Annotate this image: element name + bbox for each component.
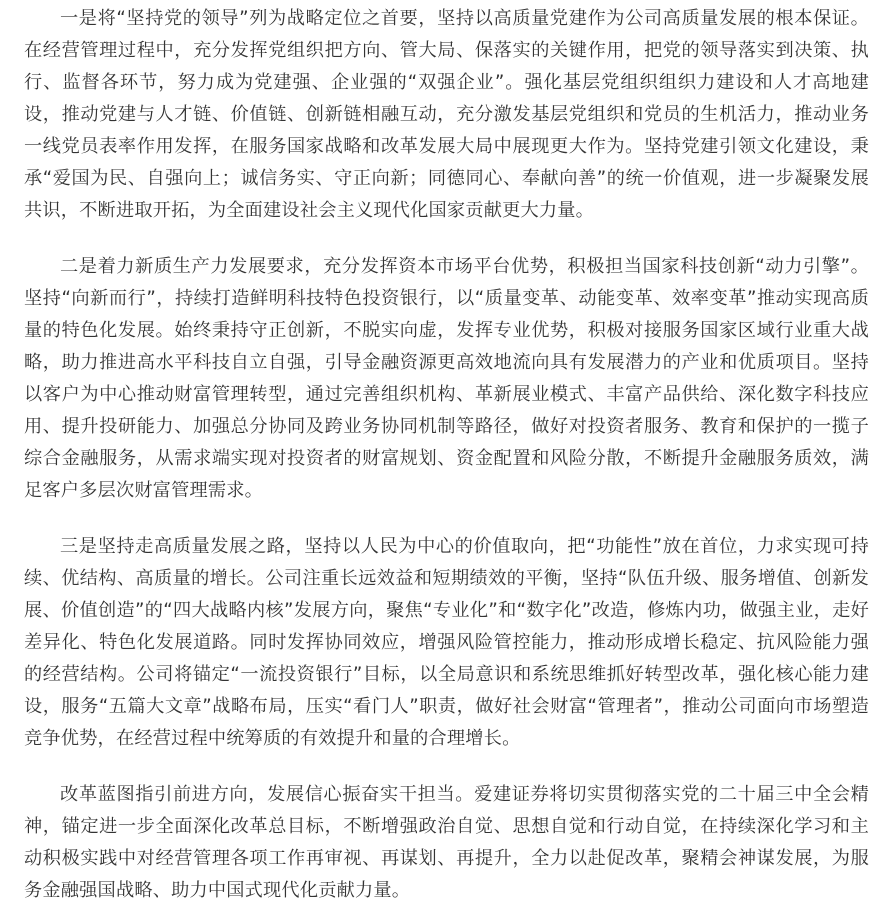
paragraph-party-leadership: 一是将“坚持党的领导”列为战略定位之首要，坚持以高质量党建作为公司高质量发展的根本保证。在经营管理过程中，充分发挥党组织把方向、管大局、保落实的关键作用，把党的领导落实到决策、执行、监督各环节，努力成为党建强、企业强的“双强企业”。强化基层党组织组织力建设和人才高地建设，推动党建与人才链、价值链、创新链相融互动，充分激发基层党组织和党员的生机活力，推动业务一线党员表率作用发挥，在服务国家战略和改革发展大局中展现更大作为。坚持党建引领文化建设，秉承“爱国为民、自强向上；诚信务实、守正向新；同德同心、奉献向善”的统一价值观，进一步凝聚发展共识，不断进取开拓，为全面建设社会主义现代化国家贡献更大力量。 bbox=[24, 8, 869, 221]
paragraph-conclusion: 改革蓝图指引前进方向，发展信心振奋实干担当。爱建证券将切实贯彻落实党的二十届三中全会精神，锚定进一步全面深化改革总目标，不断增强政治自觉、思想自觉和行动自觉，在持续深化学习和主动积极实践中对经营管理各项工作再审视、再谋划、再提升，全力以赴促改革，聚精会神谋发展，为服务金融强国战略、助力中国式现代化贡献力量。 bbox=[24, 784, 869, 901]
paragraph-new-productivity: 二是着力新质生产力发展要求，充分发挥资本市场平台优势，积极担当国家科技创新“动力引擎”。坚持“向新而行”，持续打造鲜明科技特色投资银行，以“质量变革、动能变革、效率变革”推动实现高质量的特色化发展。始终秉持守正创新，不脱实向虚，发挥专业优势，积极对接服务国家区域行业重大战略，助力推进高水平科技自立自强，引导金融资源更高效地流向具有发展潜力的产业和优质项目。坚持以客户为中心推动财富管理转型，通过完善组织机构、革新展业模式、丰富产品供给、深化数字科技应用、提升投研能力、加强总分协同及跨业务协同机制等路径，做好对投资者服务、教育和保护的一揽子综合金融服务，从需求端实现对投资者的财富规划、资金配置和风险分散，不断提升金融服务质效，满足客户多层次财富管理需求。 bbox=[24, 256, 869, 501]
paragraph-high-quality-development: 三是坚持走高质量发展之路，坚持以人民为中心的价值取向，把“功能性”放在首位，力求实现可持续、优结构、高质量的增长。公司注重长远效益和短期绩效的平衡，坚持“队伍升级、服务增值、创新发展、价值创造”的“四大战略内核”发展方向，聚焦“专业化”和“数字化”改造，修炼内功，做强主业，走好差异化、特色化发展道路。同时发挥协同效应，增强风险管控能力，推动形成增长稳定、抗风险能力强的经营结构。公司将锚定“一流投资银行”目标，以全局意识和系统思维抓好转型改革，强化核心能力建设，服务“五篇大文章”战略布局，压实“看门人”职责，做好社会财富“管理者”，推动公司面向市场塑造竞争优势，在经营过程中统筹质的有效提升和量的合理增长。 bbox=[24, 536, 869, 749]
